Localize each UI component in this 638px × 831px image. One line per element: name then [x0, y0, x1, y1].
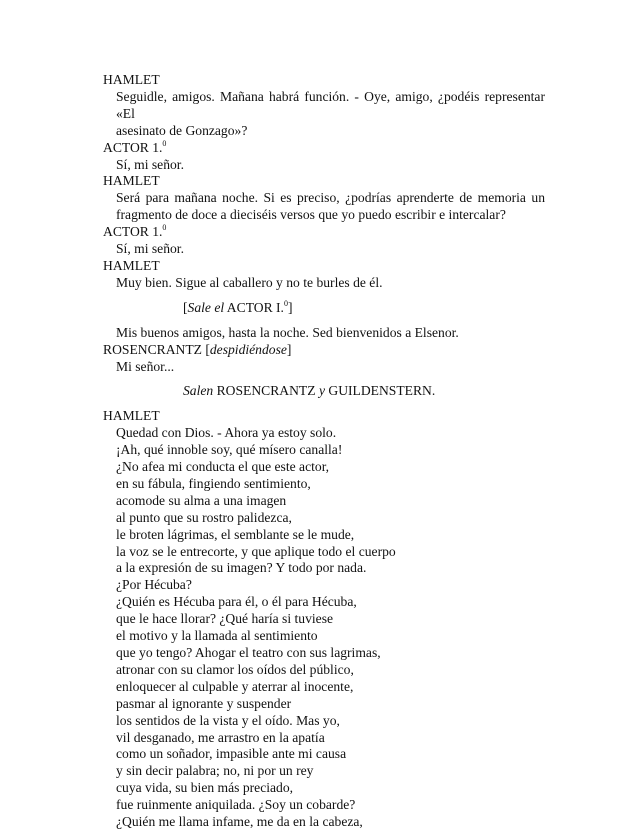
verse-line: ¡Ah, qué innoble soy, qué mísero canalla!: [116, 442, 343, 458]
verse-line: cuya vida, su bien más preciado,: [116, 780, 294, 796]
dialogue-line: Seguidle, amigos. Mañana habrá función. - Oye, amigo, ¿podéis representar «El: [116, 88, 545, 121]
speaker-name: ACTOR 1.$^0$: [103, 138, 167, 155]
verse-line: enloquecer al culpable y aterrar al inocente,: [116, 678, 354, 694]
dialogue-line: Mi señor...: [116, 358, 175, 374]
verse-line: al punto que su rostro palidezca,: [116, 509, 292, 525]
verse-line: atronar con su clamor los oídos del público,: [116, 661, 354, 677]
speaker-name: ROSENCRANTZ [despidiéndose]: [103, 341, 292, 357]
speaker-name: HAMLET: [103, 72, 160, 87]
stage-direction: [Sale el ACTOR I.$^0$]: [183, 298, 293, 315]
speaker-name: ACTOR 1.$^0$: [103, 223, 167, 240]
verse-line: ¿Quién es Hécuba para él, o él para Hécuba,: [116, 594, 357, 610]
speaker-name: HAMLET: [103, 408, 160, 424]
verse-line: ¿Por Hécuba?: [116, 577, 192, 593]
verse-line: como un soñador, impasible ante mi causa: [116, 746, 347, 762]
verse-line: y sin decir palabra; no, ni por un rey: [116, 763, 314, 779]
verse-line: en su fábula, fingiendo sentimiento,: [116, 475, 311, 491]
verse-block: [103, 425, 545, 831]
dialogue-line: fragmento de doce a dieciséis versos que yo puedo escribir e intercalar?: [116, 207, 506, 223]
verse-line: que yo tengo? Ahogar el teatro con sus lagrimas,: [116, 645, 381, 660]
dialogue-line: Sí, mi señor.: [116, 156, 184, 172]
speaker-name: HAMLET: [103, 257, 160, 273]
dialogue-line: asesinato de Gonzago»?: [116, 122, 248, 138]
dialogue-line: Muy bien. Sigue al caballero y no te burles de él.: [116, 274, 383, 290]
speaker-name: HAMLET: [103, 173, 160, 189]
verse-line: pasmar al ignorante y suspender: [116, 695, 292, 711]
ordinal-superscript: 0: [162, 223, 167, 233]
verse-line: acomode su alma a una imagen: [116, 492, 287, 508]
verse-line: ¿No afea mi conducta el que este actor,: [116, 459, 330, 475]
dialogue-line: Sí, mi señor.: [116, 241, 184, 257]
verse-line: fue ruinmente aniquilada. ¿Soy un cobarde?: [116, 797, 356, 813]
verse-line: ¿Quién me llama infame, me da en la cabeza,: [116, 814, 363, 830]
stage-direction: Salen ROSENCRANTZ y GUILDENSTERN.: [183, 383, 436, 399]
dialogue-line: Será para mañana noche. Si es preciso, ¿podrías aprenderte de memoria un: [116, 190, 545, 206]
verse-line: a la expresión de su imagen? Y todo por nada.: [116, 560, 367, 576]
verse-line: que le hace llorar? ¿Qué haría si tuviese: [116, 611, 334, 627]
dialogue-line: Mis buenos amigos, hasta la noche. Sed bienvenidos a Elsenor.: [116, 324, 459, 340]
verse-line: los sentidos de la vista y el oído. Mas yo,: [116, 712, 340, 728]
verse-line: le broten lágrimas, el semblante se le mude,: [116, 526, 355, 542]
verse-line: Quedad con Dios. - Ahora ya estoy solo.: [116, 425, 337, 441]
verse-line: el motivo y la llamada al sentimiento: [116, 628, 318, 644]
verse-line: la voz se le entrecorte, y que aplique todo el cuerpo: [116, 543, 396, 559]
inline-direction: despidiéndose: [209, 341, 287, 357]
ordinal-superscript: 0: [162, 138, 167, 148]
verse-line: vil desganado, me arrastro en la apatía: [116, 729, 325, 745]
play-text: [103, 72, 545, 831]
